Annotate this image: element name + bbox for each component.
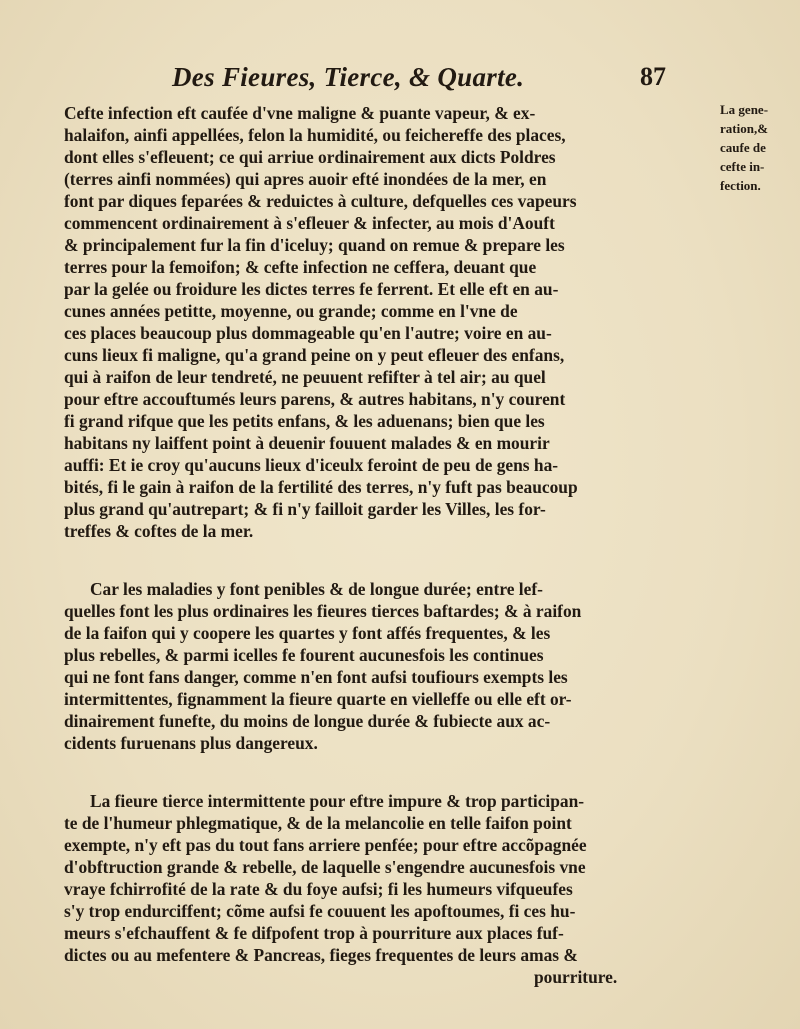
text-line: dinairement funefte, du moins de longue durée & fubiecte aux ac- xyxy=(64,711,551,731)
text-line: fi grand rifque que les petits enfans, & les aduenans; bien que les xyxy=(64,411,545,431)
text-line: ces places beaucoup plus dommageable qu'en l'autre; voire en au- xyxy=(64,323,552,343)
text-line: quelles font les plus ordinaires les fieures tierces baftardes; & à raifon xyxy=(64,601,582,621)
margin-note-line: ration,& xyxy=(720,121,769,136)
text-line: Car les maladies y font penibles & de longue durée; entre lef- xyxy=(90,579,543,599)
text-line: Cefte infection eft caufée d'vne maligne & puante vapeur, & ex- xyxy=(64,103,536,123)
text-line: pour eftre accouftumés leurs parens, & autres habitans, n'y courent xyxy=(64,389,566,409)
paragraph-3 xyxy=(64,790,714,988)
text-line: commencent ordinairement à s'efleuer & infecter, au mois d'Aouft xyxy=(64,213,555,233)
text-line: plus rebelles, & parmi icelles fe fourent aucunesfois les continues xyxy=(64,645,544,665)
text-line: qui ne font fans danger, comme n'en font aufsi toufiours exempts les xyxy=(64,667,568,687)
text-line: s'y trop endurciffent; cõme aufsi fe couuent les apoftoumes, fi ces hu- xyxy=(64,901,576,921)
margin-note-line: La gene- xyxy=(720,102,769,117)
text-line: par la gelée ou froidure les dictes terres fe ferrent. Et elle eft en au- xyxy=(64,279,559,299)
text-line: (terres ainfi nommées) qui apres auoir efté inondées de la mer, en xyxy=(64,169,547,189)
text-line: auffi: Et ie croy qu'aucuns lieux d'iceulx feroint de peu de gens ha- xyxy=(64,455,559,475)
text-line: & principalement fur la fin d'iceluy; quand on remue & prepare les xyxy=(64,235,565,255)
text-line: dont elles s'efleuent; ce qui arriue ordinairement aux dicts Poldres xyxy=(64,147,556,167)
text-line: cuns lieux fi maligne, qu'a grand peine on y peut efleuer des enfans, xyxy=(64,345,565,365)
margin-note-line: caufe de xyxy=(720,140,766,155)
text-line: cunes années petitte, moyenne, ou grande; comme en l'vne de xyxy=(64,301,518,321)
text-line: te de l'humeur phlegmatique, & de la melancolie en telle faifon point xyxy=(64,813,572,833)
text-line: de la faifon qui y coopere les quartes y font affés frequentes, & les xyxy=(64,623,551,643)
page-number: 87 xyxy=(640,62,666,91)
text-line: habitans ny laiffent point à deuenir fouuent malades & en mourir xyxy=(64,433,550,453)
text-line: d'obftruction grande & rebelle, de laquelle s'engendre aucunesfois vne xyxy=(64,857,586,877)
text-line: exempte, n'y eft pas du tout fans arriere penfée; pour eftre accõpagnée xyxy=(64,835,587,855)
text-line: La fieure tierce intermittente pour eftre impure & trop participan- xyxy=(90,791,585,811)
text-line: plus grand qu'autrepart; & fi n'y failloit garder les Villes, les for- xyxy=(64,499,546,519)
page-header xyxy=(0,62,800,96)
margin-note-line: fection. xyxy=(720,178,761,193)
text-line: intermittentes, fignamment la fieure quarte en vielleffe ou elle eft or- xyxy=(64,689,572,709)
margin-note-line: cefte in- xyxy=(720,159,765,174)
text-line: meurs s'efchauffent & fe difpofent trop à pourriture aux places fuf- xyxy=(64,923,564,943)
text-line: qui à raifon de leur tendreté, ne peuuent refifter à tel air; au quel xyxy=(64,367,546,387)
text-line: halaifon, ainfi appellées, felon la humidité, ou feichereffe des places, xyxy=(64,125,566,145)
margin-note xyxy=(720,100,796,195)
text-line: pourriture. xyxy=(534,967,618,987)
running-title: Des Fieures, Tierce, & Quarte. xyxy=(172,62,525,92)
paragraph-1 xyxy=(64,102,714,542)
text-line: dictes ou au mefentere & Pancreas, fieges frequentes de leurs amas & xyxy=(64,945,578,965)
text-line: terres pour la femoifon; & cefte infection ne ceffera, deuant que xyxy=(64,257,537,277)
text-line: treffes & coftes de la mer. xyxy=(64,521,254,541)
paragraph-2 xyxy=(64,578,714,754)
text-line: bités, fi le gain à raifon de la fertilité des terres, n'y fuft pas beaucoup xyxy=(64,477,578,497)
text-line: cidents furuenans plus dangereux. xyxy=(64,733,318,753)
text-line: font par diques feparées & reduictes à culture, defquelles ces vapeurs xyxy=(64,191,577,211)
text-line: vraye fchirrofité de la rate & du foye aufsi; fi les humeurs vifqueufes xyxy=(64,879,573,899)
